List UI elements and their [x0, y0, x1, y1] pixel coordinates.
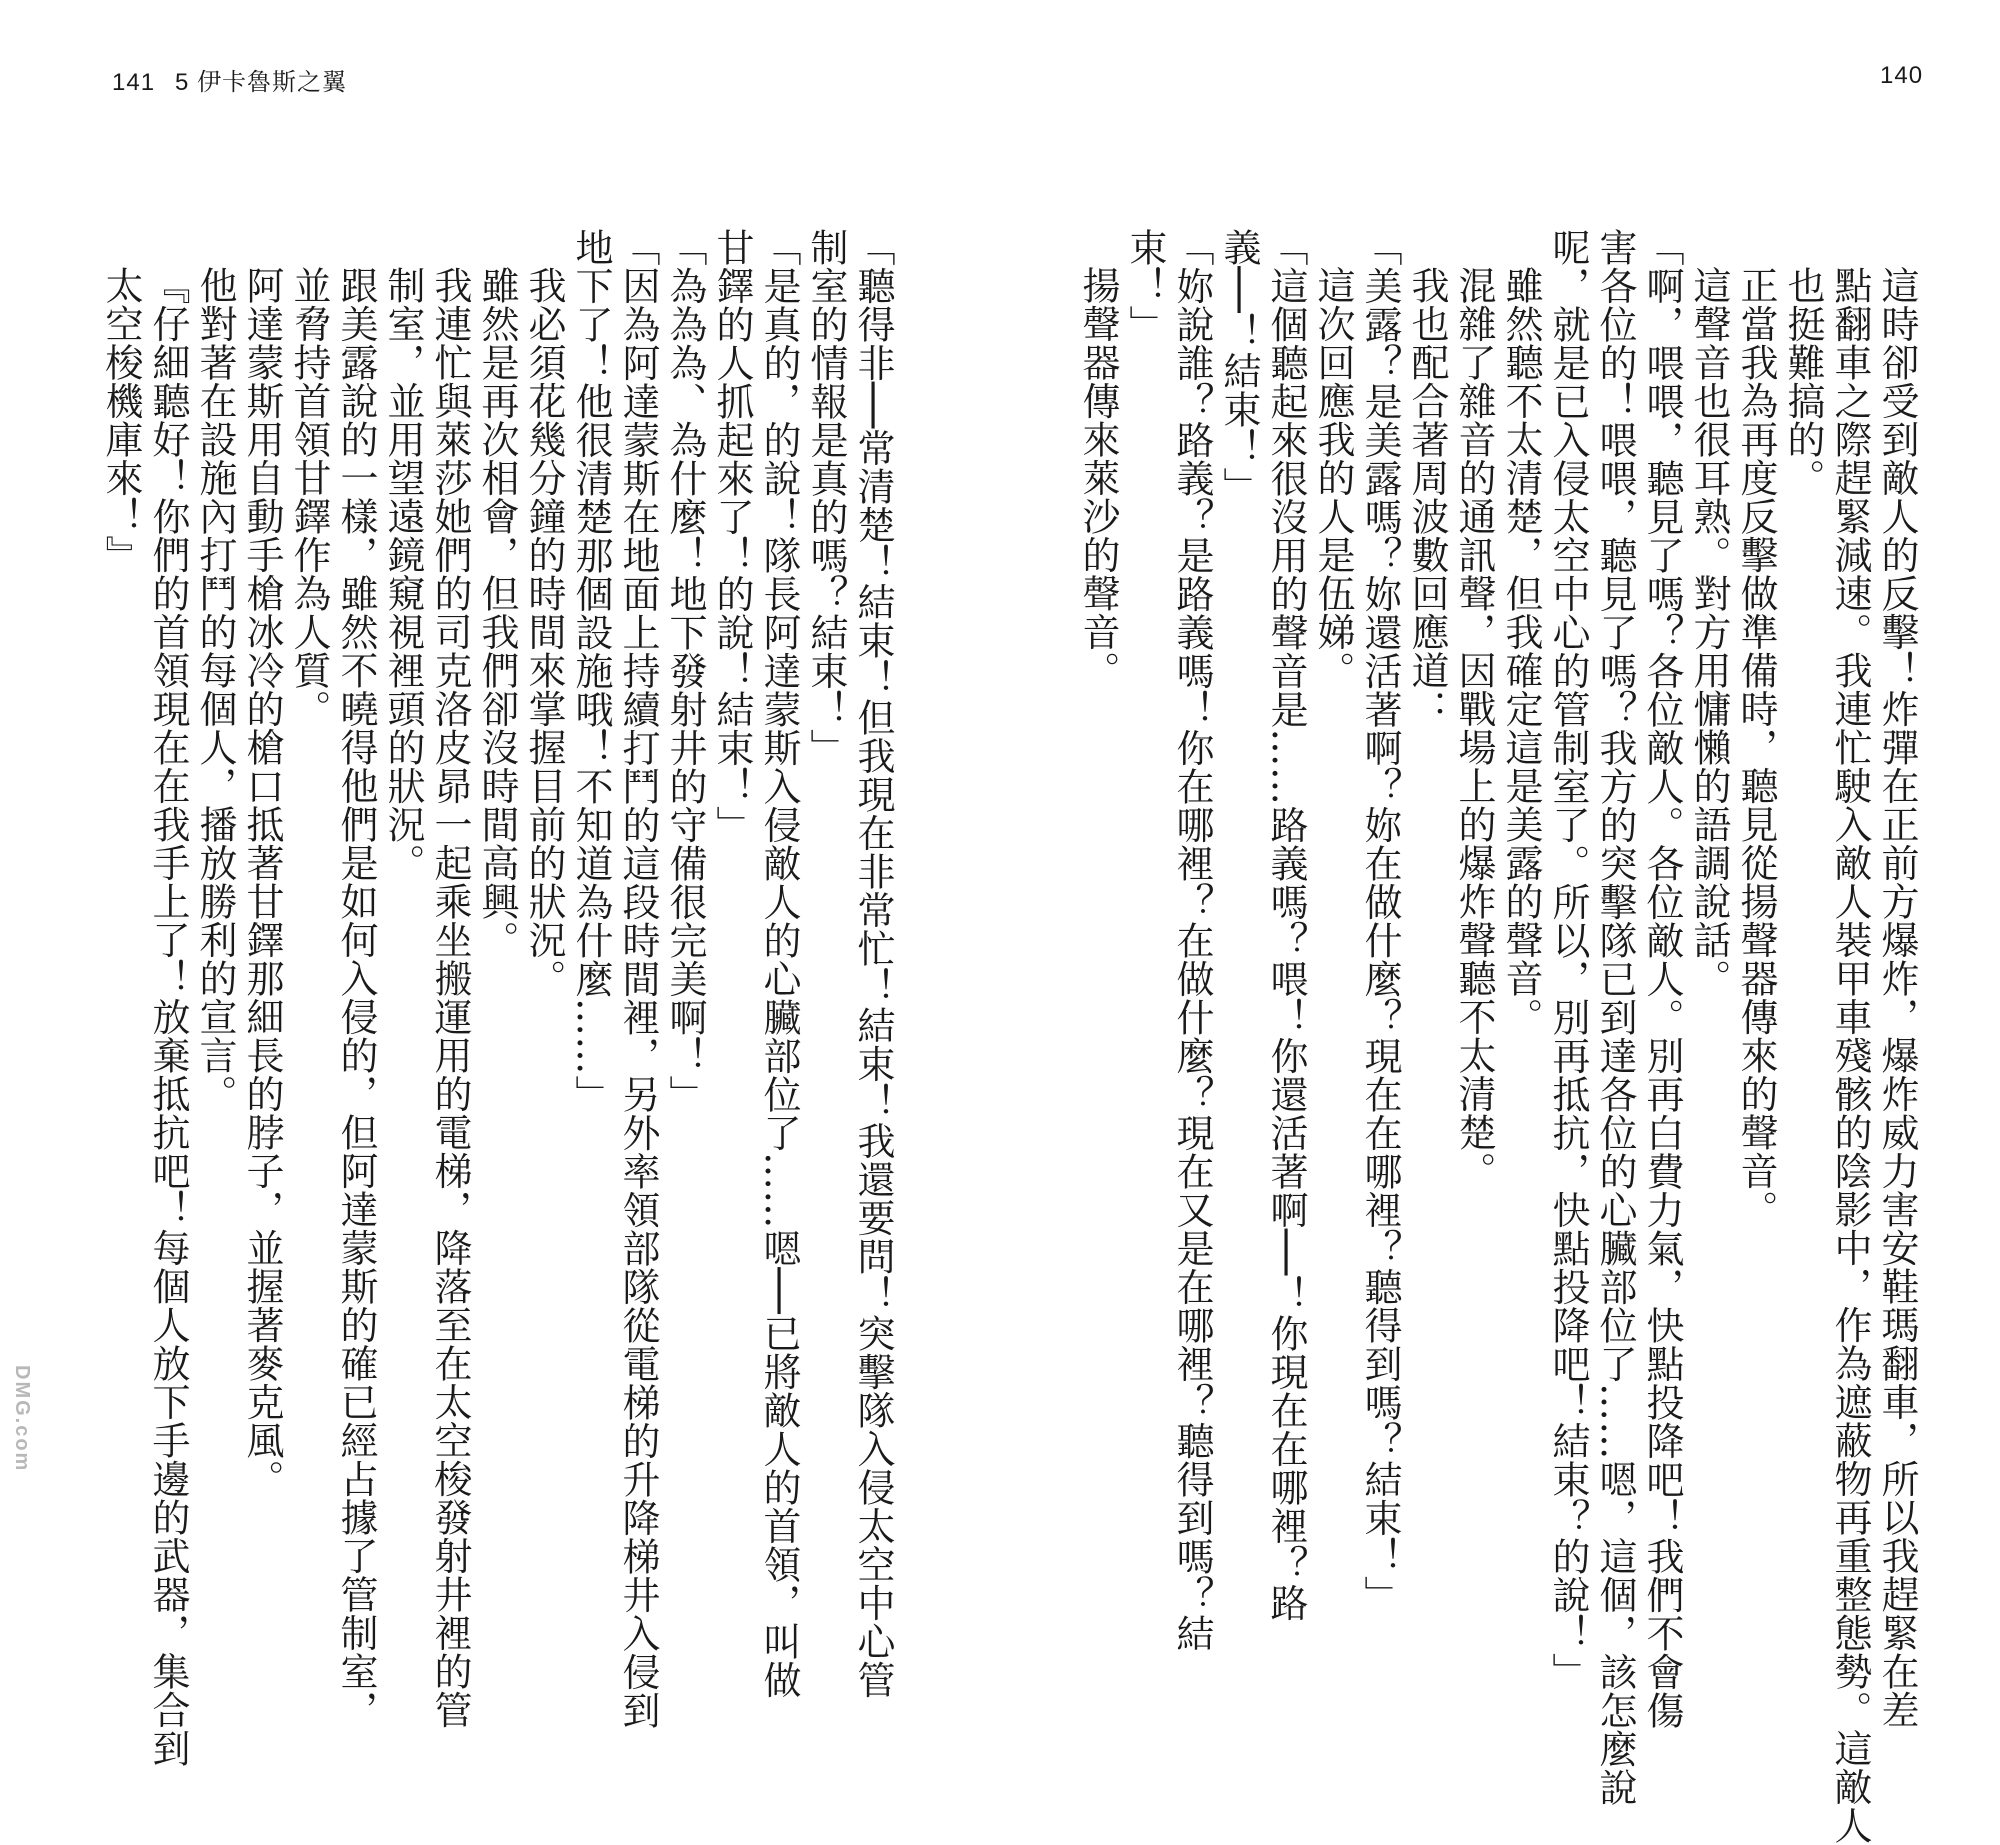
paragraph: 跟美露說的一樣，雖然不曉得他們是如何入侵的，但阿達蒙斯的確已經占據了管制室， 並脅持首領甘鐸作為人質。 [287, 266, 378, 1729]
paragraph: 我也配合著周波數回應道： [1405, 266, 1449, 728]
right-page-number: 140 [1880, 62, 1924, 89]
paragraph: 「是真的，的說！隊長阿達蒙斯入侵敵人的心臟部位了……嗯──已將敵人的首領，叫做 甘鐸的人抓起來了！的說！結束！」 [710, 228, 801, 1700]
left-page [96, 228, 896, 1768]
paragraph: 揚聲器傳來萊沙的聲音。 [1076, 266, 1120, 690]
paragraph: 他對著在設施內打鬥的每個人，播放勝利的宣言。 [193, 266, 237, 1113]
paragraph: 「因為阿達蒙斯在地面上持續打鬥的這段時間裡，另外率領部隊從電梯的升降梯井入侵到 地下了！他很清楚那個設施哦！不知道為什麼……」 [569, 228, 660, 1730]
chapter-title: 5 伊卡魯斯之翼 [175, 69, 348, 96]
watermark-logo: DMG.com [11, 1365, 33, 1473]
paragraph: 「啊，喂喂，聽見了嗎？各位敵人。各位敵人。別再白費力氣，快點投降吧！我們不會傷 害各位的！喂喂，聽見了嗎？我方的突擊隊已到達各位的心臟部位了……嗯，這個，該怎麼說 呢，就是已入侵太空中心的管制室了。所以，別再抵抗，快點投降吧！結束？的說！」 [1546, 228, 1684, 1807]
paragraph: 「這個聽起來很沒用的聲音是……路義嗎？喂！你還活著啊──！你現在在哪裡？路 義──！結束！」 [1217, 228, 1308, 1623]
paragraph: 正當我為再度反擊做準備時，聽見從揚聲器傳來的聲音。 [1734, 266, 1778, 1229]
left-page-number: 141 [112, 69, 156, 96]
paragraph: 這時卻受到敵人的反擊！炸彈在正前方爆炸，爆炸威力害安鞋瑪翻車，所以我趕緊在差 點翻車之際趕緊減速。我連忙駛入敵人裝甲車殘骸的陰影中，作為遮蔽物再重整態勢。這敵人 也挺難搞的。 [1781, 266, 1919, 1845]
paragraph: 我必須花幾分鐘的時間來掌握目前的狀況。 [522, 266, 566, 998]
paragraph: 「妳說誰？路義？是路義嗎！你在哪裡？在做什麼？現在又是在哪裡？聽得到嗎？結 束！」 [1123, 228, 1214, 1653]
paragraph: 「美露？是美露嗎？妳還活著啊？妳在做什麼？現在在哪裡？聽得到嗎？結束！」 [1358, 228, 1402, 1614]
paragraph: 阿達蒙斯用自動手槍冰冷的槍口抵著甘鐸那細長的脖子，並握著麥克風。 [240, 266, 284, 1498]
paragraph: 這次回應我的人是伍娣。 [1311, 266, 1355, 690]
paragraph: 雖然聽不太清楚，但我確定這是美露的聲音。 [1499, 266, 1543, 1036]
paragraph: 混雜了雜音的通訊聲，因戰場上的爆炸聲聽不太清楚。 [1452, 266, 1496, 1190]
right-page [1076, 228, 1920, 1845]
left-page-text [96, 228, 896, 1768]
left-page-header [112, 62, 367, 97]
right-page-text [1076, 228, 1920, 1845]
paragraph: 「為為為、為什麼！地下發射井的守備很完美啊！」 [663, 228, 707, 1114]
paragraph: 我連忙與萊莎她們的司克洛皮昴一起乘坐搬運用的電梯，降落至在太空梭發射井裡的管 制室，並用望遠鏡窺視裡頭的狀況。 [381, 266, 472, 1729]
paragraph: 這聲音也很耳熟。對方用慵懶的語調說話。 [1687, 266, 1731, 998]
paragraph: 「聽得非──常清楚！結束！但我現在非常忙！結束！我還要問！突擊隊入侵太空中心管 制室的情報是真的嗎？結束！」 [804, 228, 895, 1700]
paragraph: 雖然是再次相會，但我們卻沒時間高興。 [475, 266, 519, 959]
paragraph: 『仔細聽好！你們的首領現在在我手上了！放棄抵抗吧！每個人放下手邊的武器，集合到 太空梭機庫來！』 [99, 266, 190, 1768]
